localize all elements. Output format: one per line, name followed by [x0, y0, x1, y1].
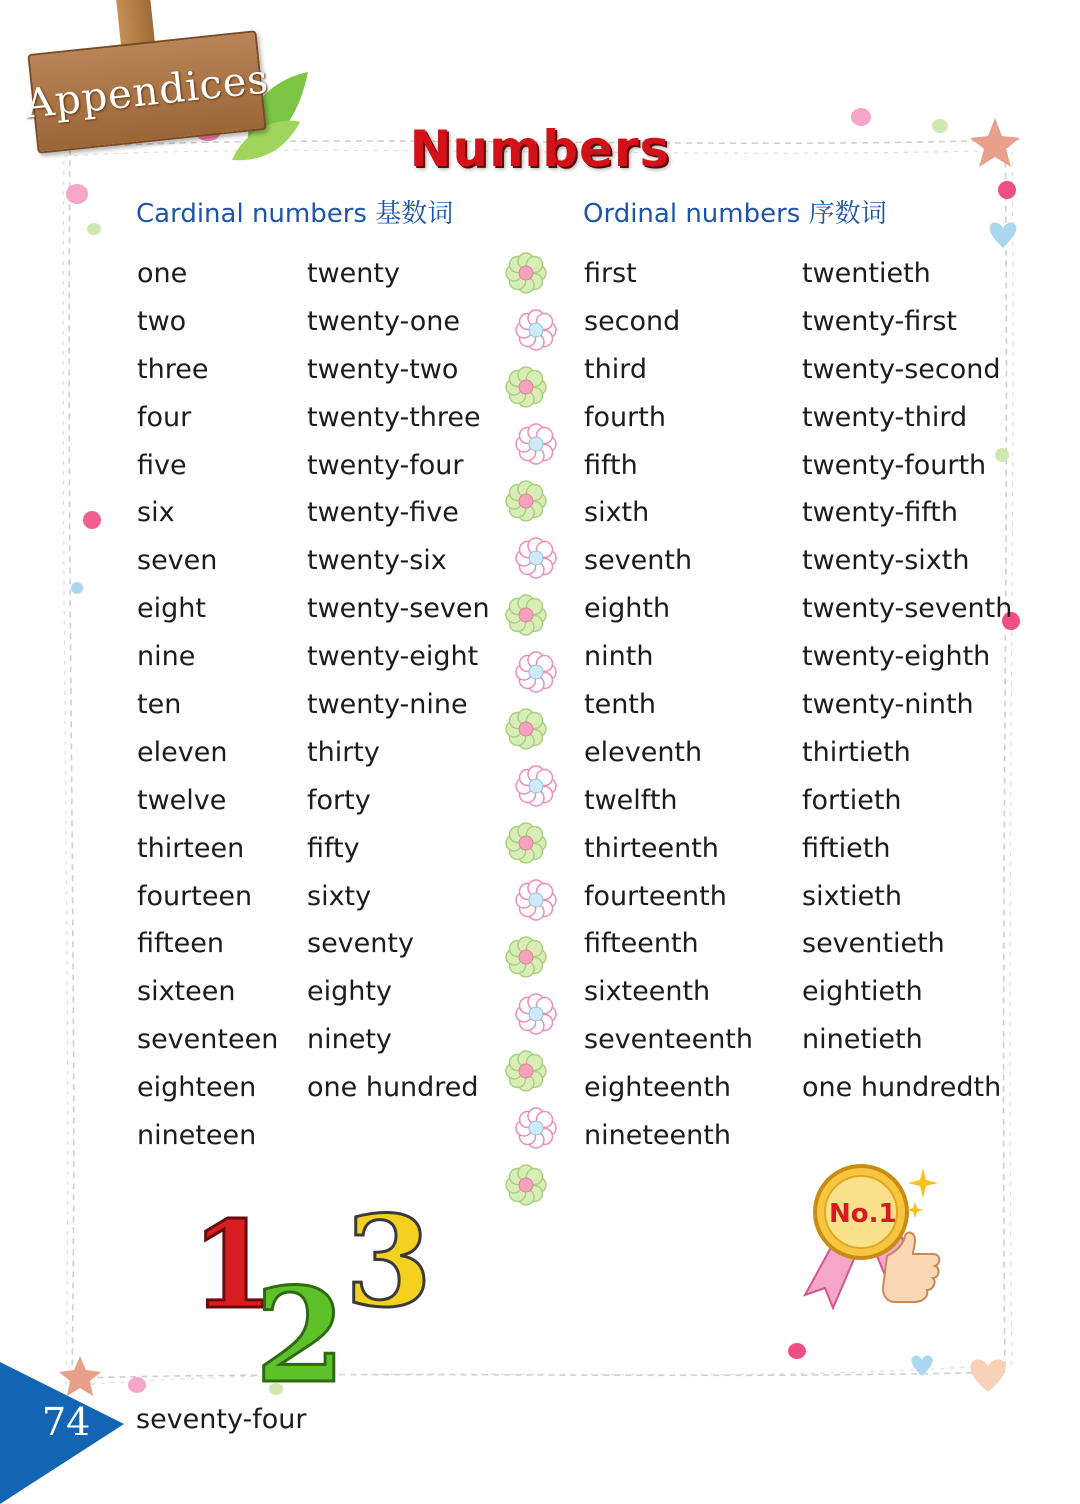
list-item: ninety	[307, 1024, 392, 1056]
list-item: one hundredth	[802, 1072, 1002, 1104]
heart-icon	[970, 1359, 1005, 1392]
list-item: twenty-four	[307, 449, 464, 481]
appendices-label: Appendices	[23, 56, 272, 128]
list-item: twenty-ninth	[802, 689, 974, 721]
list-item: twelfth	[584, 784, 678, 816]
list-item: seventeenth	[584, 1024, 754, 1056]
green-flower-icon	[506, 1051, 546, 1091]
green-flower-icon	[506, 253, 546, 293]
list-item: twenty-fifth	[802, 497, 958, 529]
list-item: twenty-eight	[307, 641, 479, 673]
list-item: twenty-six	[307, 545, 447, 577]
list-item: twenty	[307, 258, 400, 289]
dot-green	[87, 223, 101, 235]
dot-pink	[788, 1343, 806, 1359]
green-flower-icon	[506, 1165, 546, 1205]
list-item: twenty-three	[307, 401, 481, 433]
list-item: ninetieth	[802, 1024, 923, 1056]
list-item: sixty	[307, 880, 372, 912]
green-flower-icon	[506, 709, 546, 749]
list-item: fifteen	[137, 928, 224, 960]
list-item: thirtieth	[802, 736, 911, 768]
list-item: five	[137, 449, 187, 481]
list-item: fifth	[584, 449, 638, 481]
list-item: fiftieth	[802, 832, 891, 864]
list-item: third	[584, 353, 647, 385]
list-item: twenty-first	[802, 305, 957, 337]
list-item: eleventh	[584, 736, 703, 768]
pink-flower-icon	[516, 424, 556, 464]
medal-icon	[795, 1160, 955, 1310]
flower-divider	[495, 240, 565, 1220]
list-item: thirteenth	[584, 832, 719, 864]
list-item: twenty-second	[802, 353, 1001, 385]
list-item: seventy	[307, 928, 414, 960]
heart-icon	[911, 1356, 932, 1376]
list-item: ten	[137, 689, 182, 721]
list-item: twenty-seven	[307, 593, 490, 625]
list-item: eleven	[137, 736, 228, 768]
list-item: eighth	[584, 593, 671, 625]
ordinal-heading: Ordinal numbers 序数词	[583, 199, 887, 229]
pink-flower-icon	[516, 994, 556, 1034]
list-item: twenty-third	[802, 401, 968, 433]
list-item: fifty	[307, 832, 360, 864]
list-item: nineteen	[137, 1120, 257, 1152]
list-item: tenth	[584, 689, 657, 721]
list-item: eightieth	[802, 976, 923, 1008]
list-item: ninth	[584, 641, 654, 673]
list-item: seventeen	[137, 1024, 279, 1056]
ordinal-list-1	[584, 250, 753, 1160]
digits-art	[185, 1195, 465, 1395]
dot-pink	[998, 181, 1016, 199]
list-item: seventh	[584, 545, 693, 577]
list-item: seventieth	[802, 928, 945, 960]
dot-pink	[83, 511, 101, 529]
green-flower-icon	[506, 367, 546, 407]
list-item: three	[137, 353, 209, 385]
digit-two: 2	[255, 1259, 346, 1395]
list-item: six	[137, 497, 175, 529]
list-item: twentieth	[802, 258, 931, 289]
list-item: twenty-fourth	[802, 449, 987, 481]
cardinal-list-1	[137, 250, 278, 1160]
list-item: sixth	[584, 497, 650, 529]
list-item: fourteenth	[584, 880, 727, 912]
list-item: eighteen	[137, 1072, 257, 1104]
list-item: eighty	[307, 976, 392, 1008]
dot-pink	[128, 1377, 146, 1393]
list-item: twenty-seventh	[802, 593, 1013, 625]
list-item: four	[137, 401, 192, 433]
pink-flower-icon	[516, 880, 556, 920]
cardinal-list-2	[307, 250, 490, 1112]
list-item: eight	[137, 593, 206, 625]
list-item: twenty-eighth	[802, 641, 991, 673]
list-item: second	[584, 305, 681, 337]
dot-blue	[71, 582, 83, 594]
green-flower-icon	[506, 823, 546, 863]
list-item: nine	[137, 641, 196, 673]
list-item: sixtieth	[802, 880, 902, 912]
list-item: twenty-five	[307, 497, 459, 529]
list-item: fifteenth	[584, 928, 699, 960]
list-item: twenty-one	[307, 305, 460, 337]
list-item: nineteenth	[584, 1120, 731, 1152]
dot-pink	[66, 184, 88, 204]
list-item: seven	[137, 545, 218, 577]
list-item: fortieth	[802, 784, 902, 816]
digit-one: 1	[191, 1195, 275, 1336]
sparkle-icon	[908, 1168, 938, 1198]
list-item: twenty-sixth	[802, 545, 970, 577]
list-item: fourteen	[137, 880, 253, 912]
medal-label: No.1	[829, 1199, 897, 1229]
pink-flower-icon	[516, 538, 556, 578]
pink-flower-icon	[516, 652, 556, 692]
ordinal-list-2	[802, 250, 1012, 1112]
list-item: forty	[307, 784, 371, 816]
pink-flower-icon	[516, 1108, 556, 1148]
pink-flower-icon	[516, 310, 556, 350]
list-item: fourth	[584, 401, 666, 433]
page-title: Numbers	[409, 120, 671, 178]
cardinal-heading: Cardinal numbers 基数词	[136, 199, 454, 229]
list-item: two	[137, 305, 187, 337]
green-flower-icon	[506, 937, 546, 977]
page-number-words: seventy-four	[136, 1404, 307, 1435]
list-item: first	[584, 258, 637, 289]
list-item: sixteenth	[584, 976, 711, 1008]
list-item: one	[137, 258, 188, 289]
list-item: one hundred	[307, 1072, 479, 1104]
digit-three: 3	[345, 1195, 432, 1335]
green-flower-icon	[506, 595, 546, 635]
list-item: twenty-nine	[307, 689, 468, 721]
page-number: 74	[42, 1400, 91, 1444]
list-item: twenty-two	[307, 353, 459, 385]
list-item: thirty	[307, 736, 380, 768]
list-item: eighteenth	[584, 1072, 731, 1104]
green-flower-icon	[506, 481, 546, 521]
pink-flower-icon	[516, 766, 556, 806]
list-item: twelve	[137, 784, 227, 816]
list-item: sixteen	[137, 976, 236, 1008]
list-item: thirteen	[137, 832, 245, 864]
